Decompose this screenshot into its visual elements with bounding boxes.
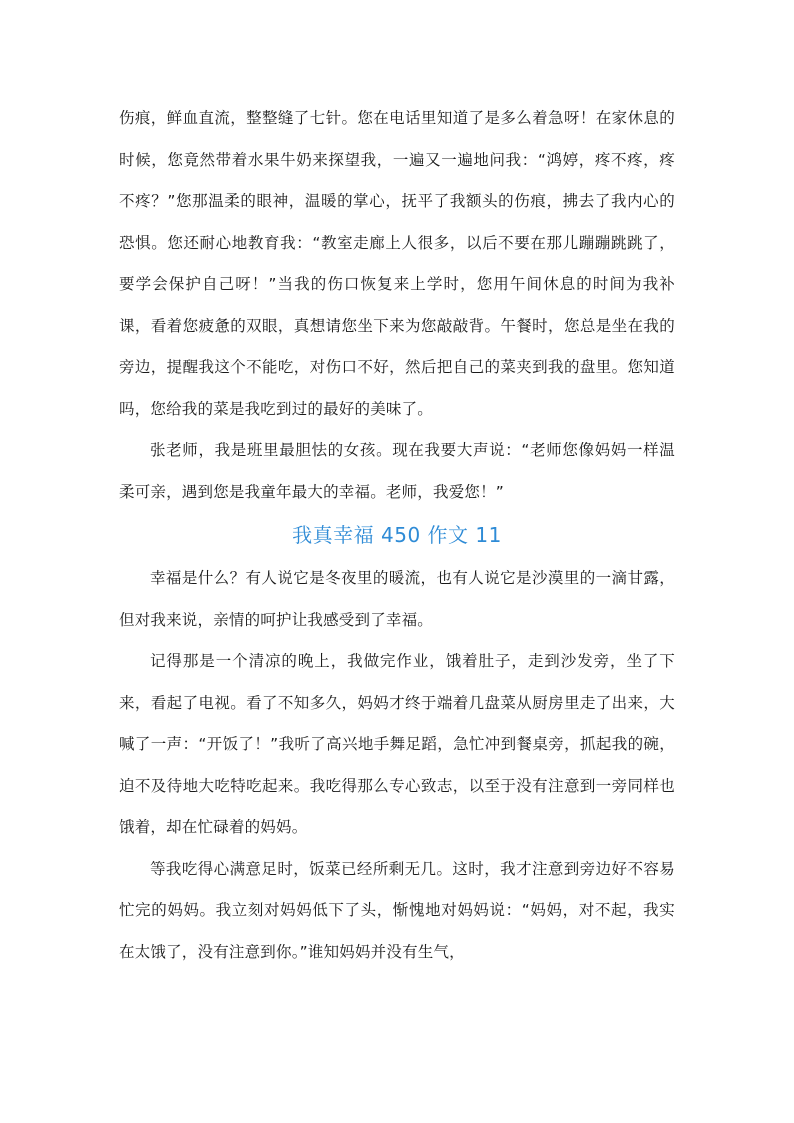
paragraph: 记得那是一个清凉的晚上，我做完作业，饿着肚子，走到沙发旁，坐了下来，看起了电视。看了不知多久，妈妈才终于端着几盘菜从厨房里走了出来，大喊了一声：“开饭了！”我听了高兴地手舞足蹈，急忙冲到餐桌旁，抓起我的碗，迫不及待地大吃特吃起来。我吃得那么专心致志，以至于没有注意到一旁同样也饿着，却在忙碌着的妈妈。 — [119, 652, 675, 836]
paragraph-closing: 张老师，我是班里最胆怯的女孩。现在我要大声说：“老师您像妈妈一样温柔可亲，遇到您是我童年最大的幸福。老师，我爱您！” — [119, 441, 675, 501]
document-body — [119, 98, 675, 973]
paragraph-continued: 伤痕，鲜血直流，整整缝了七针。您在电话里知道了是多么着急呀！在家休息的时候，您竟然带着水果牛奶来探望我，一遍又一遍地问我：“鸿婷，疼不疼，疼不疼？”您那温柔的眼神，温暖的掌心，抚平了我额头的伤痕，拂去了我内心的恐惧。您还耐心地教育我：“教室走廊上人很多，以后不要在那儿蹦蹦跳跳了，要学会保护自己呀！”当我的伤口恢复来上学时，您用午间休息的时间为我补课，看着您疲惫的双眼，真想请您坐下来为您敲敲背。午餐时，您总是坐在我的旁边，提醒我这个不能吃，对伤口不好，然后把自己的菜夹到我的盘里。您知道吗，您给我的菜是我吃到过的最好的美味了。 — [119, 109, 675, 418]
section-title: 我真幸福 450 作文 11 — [292, 523, 502, 547]
paragraph: 幸福是什么？有人说它是冬夜里的暖流，也有人说它是沙漠里的一滴甘露，但对我来说，亲情的呵护让我感受到了幸福。 — [119, 569, 675, 629]
paragraph: 等我吃得心满意足时，饭菜已经所剩无几。这时，我才注意到旁边好不容易忙完的妈妈。我立刻对妈妈低下了头，惭愧地对妈妈说：“妈妈，对不起，我实在太饿了，没有注意到你。”谁知妈妈并没有生气， — [119, 859, 675, 961]
